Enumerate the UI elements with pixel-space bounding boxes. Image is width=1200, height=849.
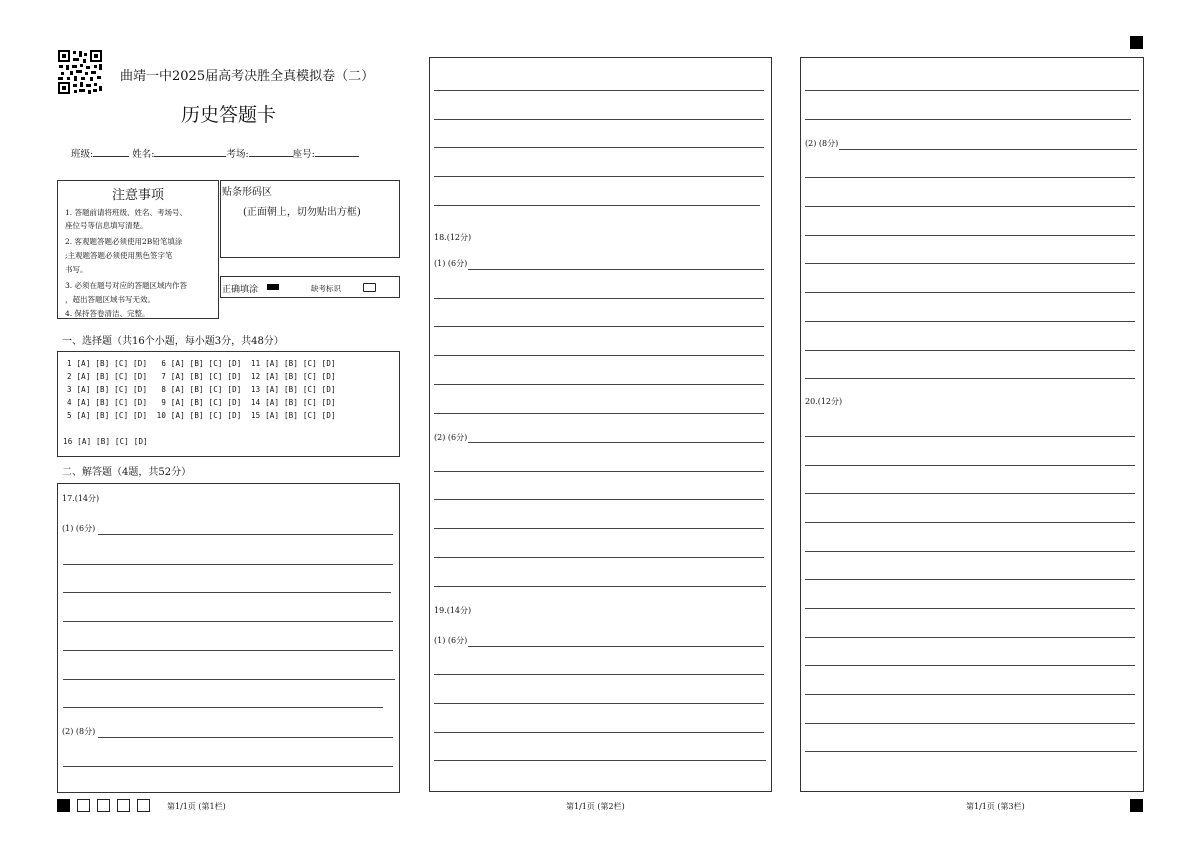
fill-example-box [220,276,400,298]
question-17-2-label: (2) (8分) [62,727,96,736]
answer-line[interactable] [98,534,393,535]
answer-line[interactable] [805,551,1135,552]
alignment-mark-bottom-left [57,799,70,812]
answer-line[interactable] [434,355,764,356]
notice-item-1a: 1. 答题前请将班级、姓名、考场号、 [65,208,188,217]
answer-line[interactable] [805,292,1135,293]
answer-line[interactable] [434,528,764,529]
answer-line[interactable] [805,608,1135,609]
page-mark-square [77,799,90,812]
exam-room-field[interactable] [249,147,293,157]
page-mark-square [97,799,110,812]
question-19-label: 19.(14分) [434,606,472,615]
choice-row-3[interactable]: 3 [A] [B] [C] [D] 8 [A] [B] [C] [D] 13 [A] [B] [C] [D] [67,385,336,394]
answer-line[interactable] [805,723,1135,724]
answer-line[interactable] [805,378,1135,379]
page-mark-square [137,799,150,812]
footer-page-col2: 第1/1页 (第2栏) [566,802,625,811]
notice-item-2b: ;主观题答题必须使用黑色签字笔 [65,251,173,260]
answer-line[interactable] [434,557,764,558]
alignment-mark-bottom-right [1130,799,1143,812]
answer-line[interactable] [839,149,1137,150]
answer-line[interactable] [805,206,1135,207]
answer-line[interactable] [805,637,1135,638]
absent-mark-label: 缺考标识 [311,284,341,293]
question-18-1-label: (1) (6分) [434,259,468,268]
section2-title: 二、解答题（4题，共52分） [62,467,192,478]
correct-fill-sample [267,284,279,290]
choice-row-4[interactable]: 4 [A] [B] [C] [D] 9 [A] [B] [C] [D] 14 [A] [B] [C] [D] [67,398,336,407]
answer-card-title: 历史答题卡 [181,104,277,126]
answer-area-column-2 [429,57,772,792]
answer-line[interactable] [805,263,1135,264]
barcode-area [220,180,400,258]
question-18-2-label: (2) (6分) [434,433,468,442]
question-17-1-label: (1) (6分) [62,524,96,533]
question-19-1-label: (1) (6分) [434,636,468,645]
notice-title: 注意事项 [111,188,164,203]
choice-row-5[interactable]: 5 [A] [B] [C] [D] 10 [A] [B] [C] [D] 15 [A] [B] [C] [D] [67,411,336,420]
footer-page-col3: 第1/1页 (第3栏) [966,802,1025,811]
barcode-area-note: (正面朝上，切勿贴出方框) [243,207,361,218]
correct-fill-label: 正确填涂 [222,285,259,295]
notice-item-3b: ，超出答题区域书写无效。 [65,295,155,304]
answer-line[interactable] [805,350,1135,351]
absent-mark-checkbox[interactable] [363,283,376,292]
name-label: 姓名: [132,149,155,160]
answer-line[interactable] [805,694,1135,695]
class-field[interactable] [93,147,129,157]
choice-row-1[interactable]: 1 [A] [B] [C] [D] 6 [A] [B] [C] [D] 11 [A] [B] [C] [D] [67,359,336,368]
answer-line[interactable] [63,621,393,622]
answer-line[interactable] [805,665,1135,666]
answer-line[interactable] [434,760,766,761]
answer-line[interactable] [805,436,1135,437]
answer-line[interactable] [434,298,764,299]
class-label: 班级: [71,149,94,160]
answer-line[interactable] [434,176,764,177]
choice-row-16[interactable]: 16 [A] [B] [C] [D] [63,437,148,446]
exam-room-label: 考场: [226,149,249,160]
answer-line[interactable] [805,119,1131,120]
answer-area-column-1 [57,483,400,793]
answer-line[interactable] [63,564,393,565]
answer-line[interactable] [434,326,764,327]
question-18-label: 18.(12分) [434,233,472,242]
answer-line[interactable] [434,499,764,500]
answer-line[interactable] [434,703,764,704]
answer-line[interactable] [63,707,383,708]
qr-code-icon [57,49,103,95]
notice-item-3a: 3. 必须在题号对应的答题区域内作答 [65,281,188,290]
answer-area-column-3 [800,57,1144,792]
answer-line[interactable] [805,321,1135,322]
footer-page-col1: 第1/1页 (第1栏) [167,802,226,811]
answer-line[interactable] [805,579,1135,580]
notice-box [57,180,219,319]
question-20-label: 20.(12分) [805,397,843,406]
answer-line[interactable] [805,465,1135,466]
answer-line[interactable] [805,522,1135,523]
answer-line[interactable] [434,674,764,675]
choice-answer-box [57,351,400,457]
notice-item-4: 4. 保持答卷清洁、完整。 [65,309,150,318]
answer-line[interactable] [98,737,393,738]
answer-line[interactable] [63,679,395,680]
alignment-mark-top-right [1130,36,1143,49]
answer-line[interactable] [63,650,393,651]
notice-item-2c: 书写。 [65,265,88,274]
answer-line[interactable] [468,269,764,270]
answer-line[interactable] [434,90,764,91]
name-field[interactable] [154,147,226,157]
notice-item-2a: 2. 客观题答题必须使用2B铅笔填涂 [65,237,183,246]
exam-title: 曲靖一中2025届高考决胜全真模拟卷（二） [120,69,375,84]
answer-line[interactable] [434,586,766,587]
section1-title: 一、选择题（共16个小题，每小题3分，共48分） [62,336,284,347]
answer-line[interactable] [468,646,764,647]
question-17-label: 17.(14分) [62,494,100,503]
answer-line[interactable] [434,413,764,414]
answer-line[interactable] [805,177,1135,178]
seat-field[interactable] [315,147,359,157]
answer-line[interactable] [805,90,1139,91]
barcode-area-title: 贴条形码区 [222,187,272,198]
answer-line[interactable] [434,147,764,148]
choice-row-2[interactable]: 2 [A] [B] [C] [D] 7 [A] [B] [C] [D] 12 [A] [B] [C] [D] [67,372,336,381]
answer-line[interactable] [805,235,1135,236]
answer-line[interactable] [434,205,760,206]
student-info-row [71,147,359,161]
notice-item-1b: 座位号等信息填写清楚。 [65,221,148,230]
question-19-2-label: (2) (8分) [805,139,839,148]
answer-line[interactable] [434,471,764,472]
answer-line[interactable] [63,592,391,593]
answer-line[interactable] [468,442,764,443]
page-mark-square [117,799,130,812]
answer-line[interactable] [434,384,764,385]
seat-label: 座号: [292,149,315,160]
answer-line[interactable] [63,766,393,767]
answer-line[interactable] [434,732,764,733]
answer-line[interactable] [805,751,1137,752]
answer-line[interactable] [434,119,764,120]
answer-line[interactable] [805,493,1135,494]
